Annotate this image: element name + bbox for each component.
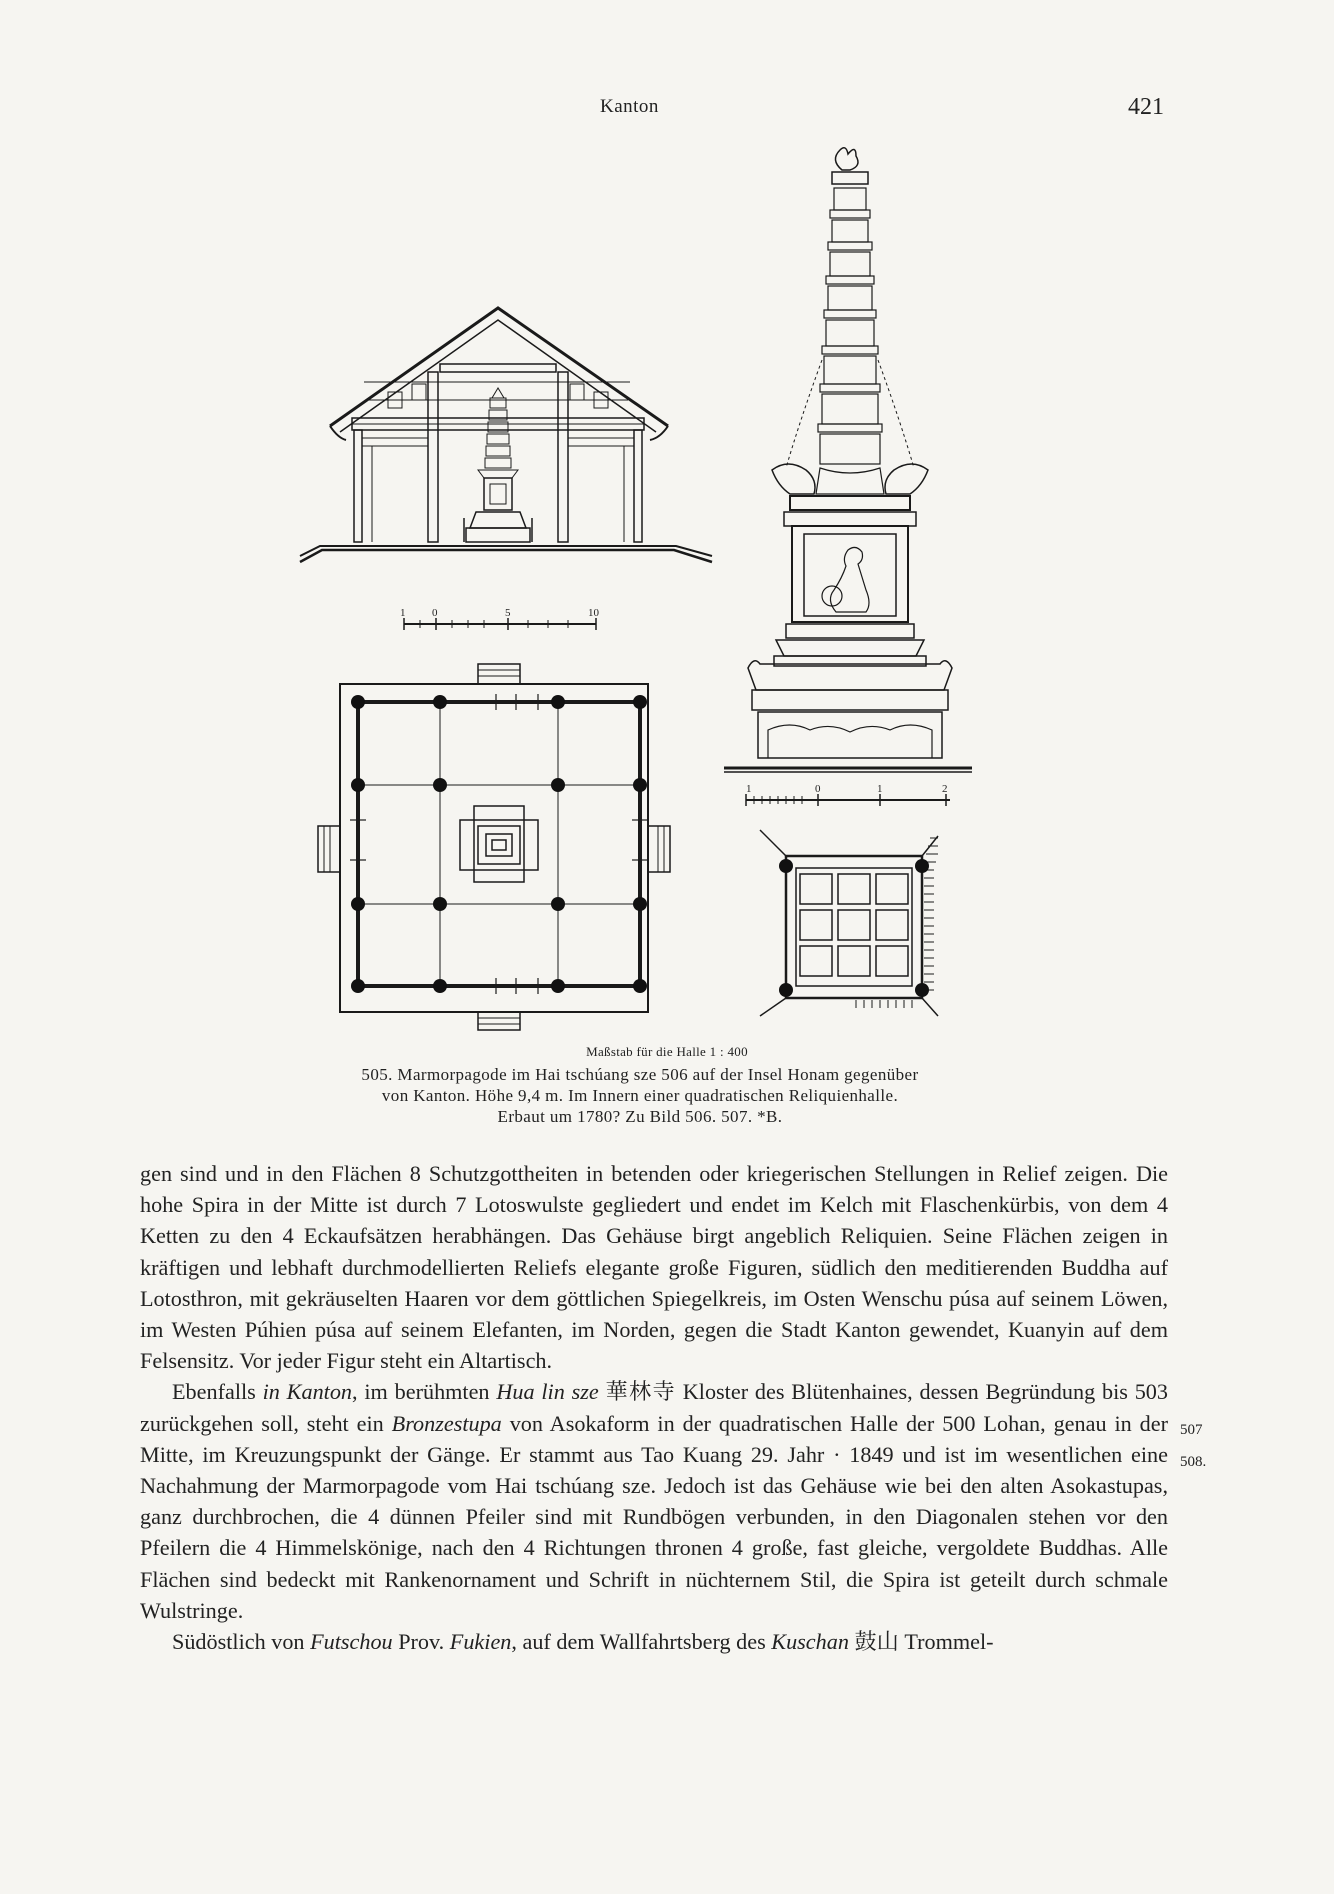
pagoda-scale-labels bbox=[746, 783, 948, 795]
italic-run: Fukien bbox=[449, 1629, 512, 1655]
paragraph-2 bbox=[140, 1376, 1168, 1626]
text-run: von Asokaform in der quadratischen Halle der 500 Lohan, genau in der Mitte, im Kreuzungspunkt der Gänge. Er stammt aus Tao Kuang 29. Jahr · 1849 und ist im wesentlichen eine Nachahmung der Marmorpagode vom Hai tschúang sze. Jedoch ist das Gehäuse wie bei den alten Asokastupas, ganz durchbrochen, die 4 dünnen Pfeiler sind mit Rundbögen verbunden, in den Diagonalen stehen vor den Pfeilern die 4 Himmelskönige, nach den 4 Richtungen thronen 4 große, fast gleiche, vergoldete Buddhas. Alle Flächen sind bedeckt mit Rankenornament und Schrift in nüchternem Stil, die Spira ist geteilt durch schmale Wulstringe. bbox=[140, 1410, 1168, 1623]
pagoda-scale-label: 0 bbox=[815, 783, 821, 795]
italic-run: Hua lin sze bbox=[496, 1379, 599, 1405]
text-run: Prov. bbox=[392, 1629, 450, 1655]
margin-note-507: 507 bbox=[1180, 1422, 1203, 1438]
paragraph-3 bbox=[140, 1626, 1168, 1657]
italic-run: Kuschan bbox=[771, 1629, 849, 1655]
scale-note: Maßstab für die Halle 1 : 400 bbox=[586, 1044, 748, 1059]
pagoda-scale-label: 1 bbox=[877, 783, 883, 795]
text-run: , auf dem Wallfahrtsberg des bbox=[511, 1629, 772, 1655]
italic-run: Futschou bbox=[310, 1629, 393, 1655]
hall-plan-drawing bbox=[318, 664, 670, 1030]
text-run: Ebenfalls bbox=[172, 1379, 263, 1405]
hall-section-drawing bbox=[300, 308, 712, 562]
italic-run: Bronzestupa bbox=[391, 1410, 502, 1436]
hall-scale-labels bbox=[400, 607, 600, 619]
page-number: 421 bbox=[1128, 94, 1164, 120]
pagoda-scale-label: 1 bbox=[746, 783, 752, 795]
figure-caption bbox=[290, 1064, 990, 1127]
text-run: Südöstlich von bbox=[172, 1629, 311, 1655]
pagoda-scale-bar bbox=[746, 794, 950, 806]
caption-line: 505. Marmorpagode im Hai tschúang sze 506 auf der Insel Honam gegenüber bbox=[361, 1065, 919, 1084]
text-run: Trommel- bbox=[904, 1629, 994, 1655]
hall-scale-label: 10 bbox=[588, 607, 599, 619]
hall-scale-label: 0 bbox=[432, 607, 438, 619]
italic-run: in Kanton bbox=[262, 1379, 353, 1405]
pagoda-scale-label: 2 bbox=[942, 783, 948, 795]
margin-note-508: 508. bbox=[1180, 1454, 1207, 1470]
cjk-characters: 鼓山 bbox=[848, 1629, 905, 1655]
hall-scale-bar bbox=[404, 618, 596, 630]
cjk-characters: 華林寺 bbox=[598, 1379, 683, 1405]
paragraph-1: gen sind und in den Flächen 8 Schutzgottheiten in betenden oder kriegerischen Stellungen in Relief zeigen. Die hohe Spira in der Mitte ist durch 7 Lotoswulste gegliedert und endet im Kelch mit Flaschenkürbis, von dem 4 Ketten zu den 4 Eckaufsätzen herabhängen. Das Gehäuse birgt angeblich Reliquien. Seine Flächen zeigen in kräftigen und lebhaft durchmodellierten Reliefs elegante große Figuren, südlich den meditierenden Buddha auf Lotosthron, mit gekräuselten Haaren vor dem göttlichen Spiegelkreis, im Osten Wenschu púsa auf seinem Löwen, im Westen Púhien púsa auf seinem Elefanten, im Norden, gegen die Stadt Kanton gewendet, Kuanyin auf dem Felsensitz. Vor jeder Figur steht ein Altartisch. bbox=[140, 1161, 1168, 1374]
body-text bbox=[140, 1158, 1168, 1657]
text-run: Kloster des Blütenhaines, dessen Begründung bis 503 zurückgehen soll, steht ein bbox=[140, 1379, 1168, 1436]
hall-scale-label: 5 bbox=[505, 607, 511, 619]
text-run: , im berühmten bbox=[352, 1379, 497, 1405]
running-head: Kanton bbox=[600, 96, 659, 117]
hall-scale-label: 1 bbox=[400, 607, 406, 619]
pagoda-elevation-drawing bbox=[724, 148, 972, 772]
caption-line: Erbaut um 1780? Zu Bild 506. 507. *B. bbox=[497, 1107, 783, 1126]
hall-plan-columns bbox=[351, 695, 647, 993]
caption-line: von Kanton. Höhe 9,4 m. Im Innern einer quadratischen Reliquienhalle. bbox=[381, 1086, 899, 1105]
